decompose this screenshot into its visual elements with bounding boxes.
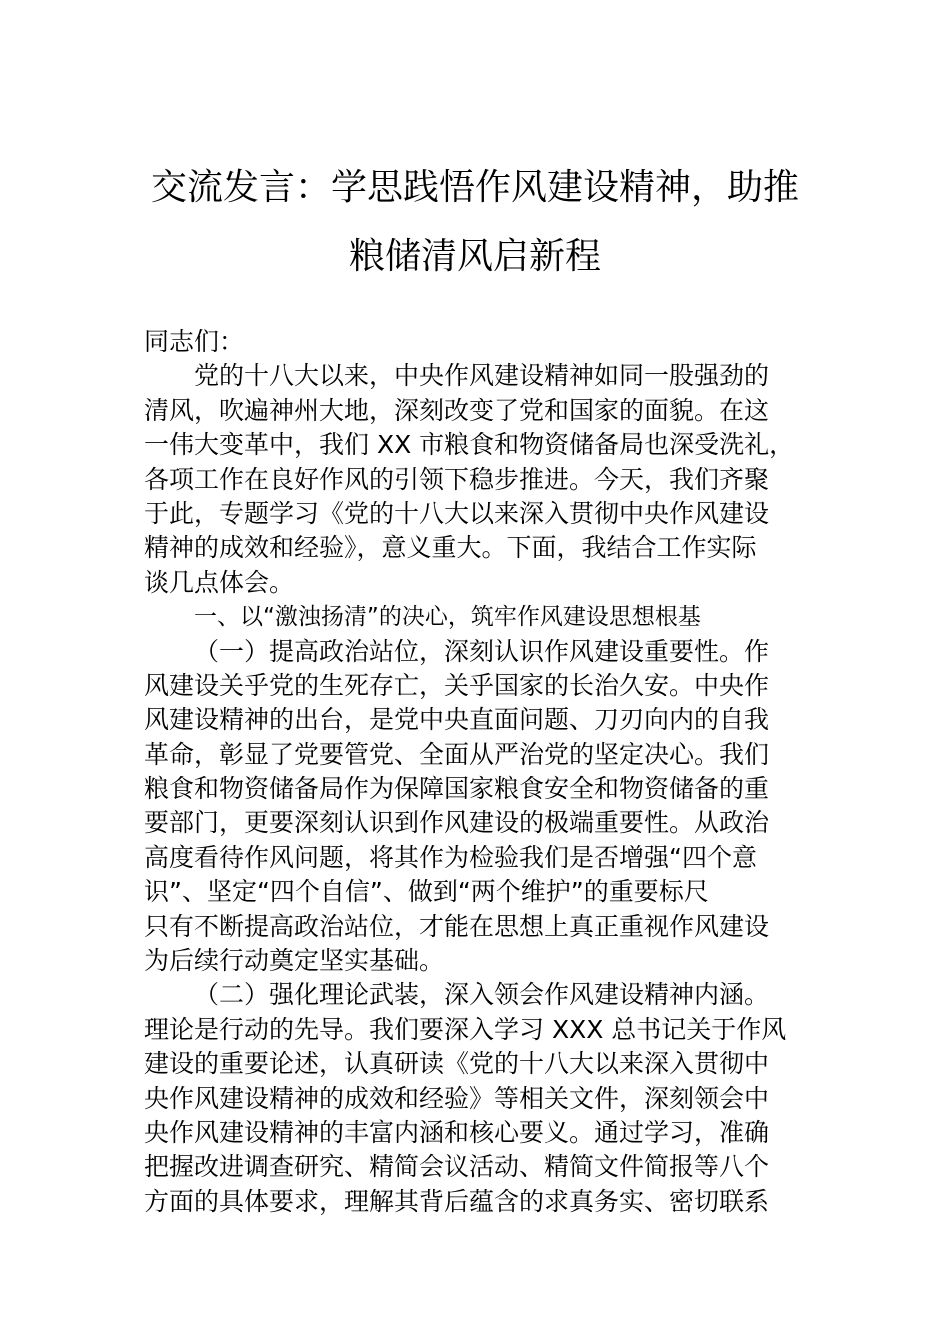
body-line: 同志们： xyxy=(144,327,245,356)
body-line: 只有不断提高政治站位，才能在思想上真正重视作风建设 xyxy=(144,911,770,941)
body-line: 方面的具体要求，理解其背后蕴含的求真务实、密切联系 xyxy=(144,1186,770,1216)
body-line: 高度看待作风问题，将其作为检验我们是否增强“四个意 xyxy=(144,842,757,872)
body-line: 央作风建设精神的成效和经验》等相关文件，深刻领会中 xyxy=(144,1083,770,1113)
body-line: 识”、坚定“四个自信”、做到“两个维护”的重要标尺 xyxy=(144,877,709,907)
body-line: 建设的重要论述，认真研读《党的十八大以来深入贯彻中 xyxy=(144,1049,770,1079)
body-line: 党的十八大以来，中央作风建设精神如同一股强劲的 xyxy=(194,361,770,391)
body-line: 风建设精神的出台，是党中央直面问题、刀刃向内的自我 xyxy=(144,705,770,735)
section-heading: 一、以“激浊扬清”的决心，筑牢作风建设思想根基 xyxy=(194,604,701,631)
body-line: （一）提高政治站位，深刻认识作风建设重要性。作 xyxy=(194,636,770,666)
body-line: 于此，专题学习《党的十八大以来深入贯彻中央作风建设 xyxy=(144,498,770,528)
body-line: 风建设关乎党的生死存亡，关乎国家的长治久安。中央作 xyxy=(144,670,770,700)
body-line: 理论是行动的先导。我们要深入学习 XXX 总书记关于作风 xyxy=(144,1014,787,1044)
body-line: 谈几点体会。 xyxy=(144,567,295,597)
document-body xyxy=(144,325,814,1219)
body-line: 为后续行动奠定坚实基础。 xyxy=(144,946,445,976)
document-title-line-2: 粮储清风启新程 xyxy=(348,236,601,277)
body-line: 精神的成效和经验》，意义重大。下面，我结合工作实际 xyxy=(144,533,757,563)
body-line: 一伟大变革中，我们 XX 市粮食和物资储备局也深受洗礼， xyxy=(144,430,795,460)
body-line: 要部门，更要深刻认识到作风建设的极端重要性。从政治 xyxy=(144,808,770,838)
body-line: 央作风建设精神的丰富内涵和核心要义。通过学习，准确 xyxy=(144,1117,770,1147)
body-line: 粮食和物资储备局作为保障国家粮食安全和物资储备的重 xyxy=(144,774,770,804)
body-line: 各项工作在良好作风的引领下稳步推进。今天，我们齐聚 xyxy=(144,464,770,494)
document-title-line-1: 交流发言：学思践悟作风建设精神，助推 xyxy=(150,167,799,208)
body-line: （二）强化理论武装，深入领会作风建设精神内涵。 xyxy=(194,980,770,1010)
body-line: 把握改进调查研究、精简会议活动、精简文件简报等八个 xyxy=(144,1152,770,1182)
body-line: 清风，吹遍神州大地，深刻改变了党和国家的面貌。在这 xyxy=(144,395,770,425)
body-line: 革命，彰显了党要管党、全面从严治党的坚定决心。我们 xyxy=(144,739,770,769)
